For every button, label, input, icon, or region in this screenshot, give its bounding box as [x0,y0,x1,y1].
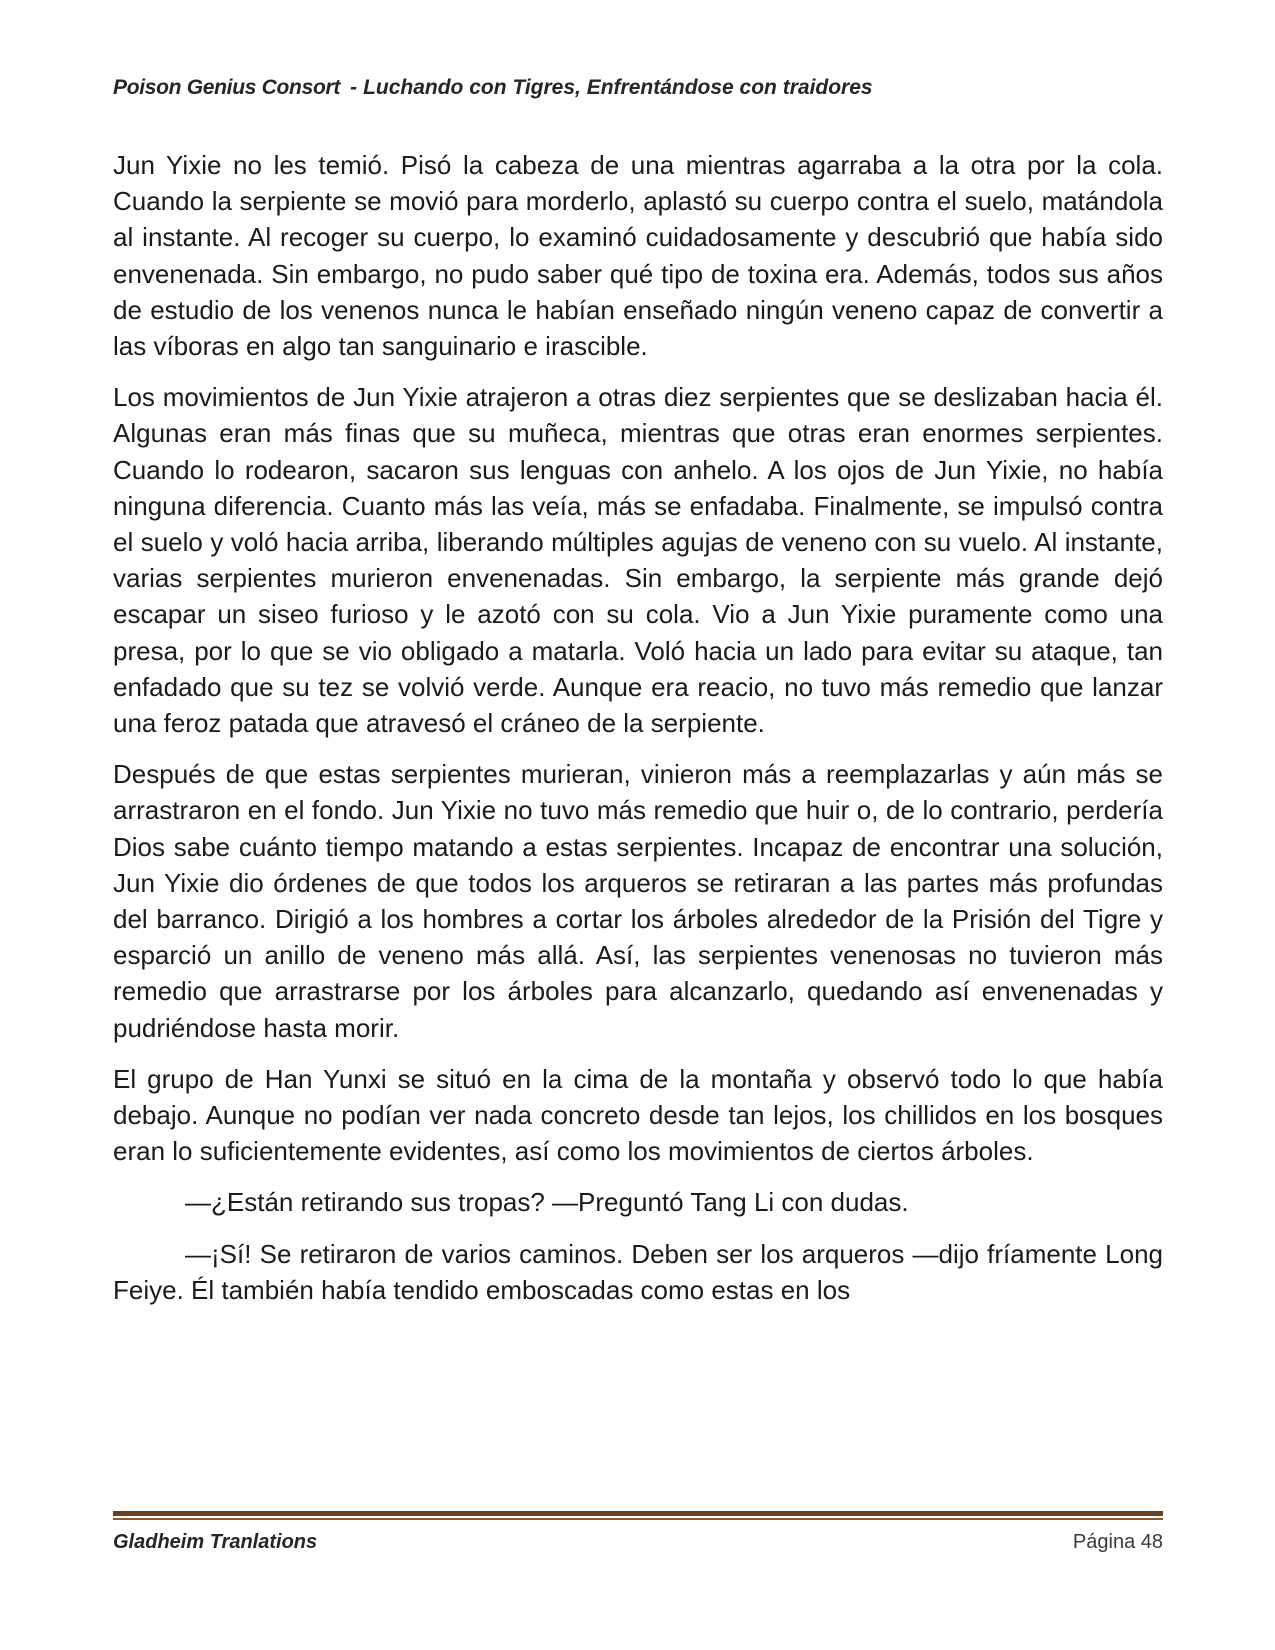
footer-divider-thin [113,1518,1163,1520]
body-text [113,147,1163,1323]
header-separator: - [350,76,358,99]
paragraph: Jun Yixie no les temió. Pisó la cabeza de una mientras agarraba a la otra por la cola. Cuando la serpiente se movió para morderlo, aplastó su cuerpo contra el suelo, matándola al instante. Al recoger su cuerpo, lo examinó cuidadosamente y descubrió que había sido envenenada. Sin embargo, no pudo saber qué tipo de toxina era. Además, todos sus años de estudio de los venenos nunca le habían enseñado ningún veneno capaz de convertir a las víboras en algo tan sanguinario e irascible. [113,150,1163,362]
paragraph: Después de que estas serpientes murieran, vinieron más a reemplazarlas y aún más se arrastraron en el fondo. Jun Yixie no tuvo más remedio que huir o, de lo contrario, perdería Dios sabe cuánto tiempo matando a estas serpientes. Incapaz de encontrar una solución, Jun Yixie dio órdenes de que todos los arqueros se retiraran a las partes más profundas del barranco. Dirigió a los hombres a cortar los árboles alrededor de la Prisión del Tigre y esparció un anillo de veneno más allá. Así, las serpientes venenosas no tuvieron más remedio que arrastrarse por los árboles para alcanzarlo, quedando así envenenadas y pudriéndose hasta morir. [113,759,1163,1043]
chapter-title: Luchando con Tigres, Enfrentándose con traidores [363,76,873,99]
paragraph: Los movimientos de Jun Yixie atrajeron a otras diez serpientes que se deslizaban hacia él. Algunas eran más finas que su muñeca, mientras que otras eran enormes serpientes. Cuando lo rodearon, sacaron sus lenguas con anhelo. A los ojos de Jun Yixie, no había ninguna diferencia. Cuanto más las veía, más se enfadaba. Finalmente, se impulsó contra el suelo y voló hacia arriba, liberando múltiples agujas de veneno con su vuelo. Al instante, varias serpientes murieron envenenadas. Sin embargo, la serpiente más grande dejó escapar un siseo furioso y le azotó con su cola. Vio a Jun Yixie puramente como una presa, por lo que se vio obligado a matarla. Voló hacia un lado para evitar su ataque, tan enfadado que su tez se volvió verde. Aunque era reacio, no tuvo más remedio que lanzar una feroz patada que atravesó el cráneo de la serpiente. [113,382,1163,739]
dialogue-paragraph: —¿Están retirando sus tropas? —Preguntó Tang Li con dudas. [185,1187,909,1218]
page-header [113,76,1163,100]
footer-divider [113,1511,1163,1520]
footer-translator: Gladheim Tranlations [113,1531,318,1553]
series-title: Poison Genius Consort [113,76,341,99]
footer-divider-thick [113,1511,1163,1516]
dialogue-paragraph: —¡Sí! Se retiraron de varios caminos. Deben ser los arqueros —dijo fríamente Long Feiye. Él también había tendido emboscadas como estas en los [113,1238,1163,1305]
paragraph: El grupo de Han Yunxi se situó en la cima de la montaña y observó todo lo que había debajo. Aunque no podían ver nada concreto desde tan lejos, los chillidos en los bosques eran lo suficientemente evidentes, así como los movimientos de ciertos árboles. [113,1063,1163,1167]
page-number: Página 48 [1072,1531,1163,1553]
